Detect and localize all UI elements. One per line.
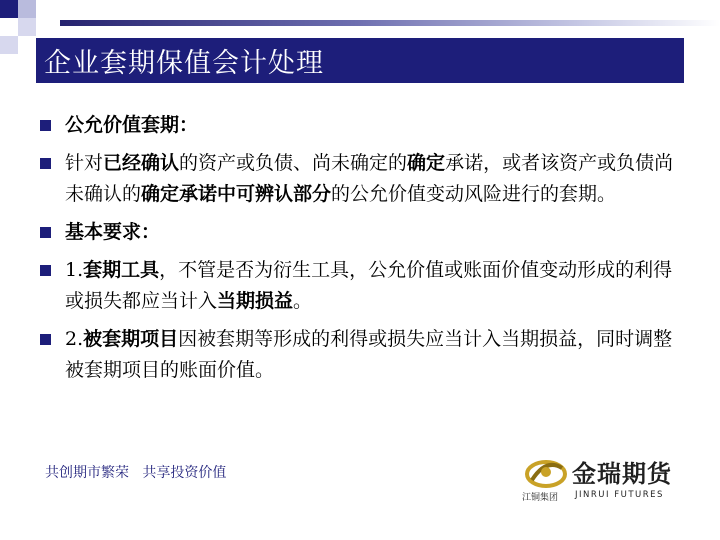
bullet-text-segment: 公允价值套期： <box>65 114 199 136</box>
list-item <box>40 110 680 141</box>
title-bar <box>36 38 684 83</box>
bullet-text-segment: 的资产或负债、尚未确定的 <box>179 152 408 174</box>
bullet-text <box>65 110 680 141</box>
bullet-text-segment: 针对 <box>65 152 104 174</box>
square-bullet-icon <box>40 227 51 238</box>
bullet-text-segment: 确定 <box>407 152 446 174</box>
bullet-text-segment: 被套期项目 <box>83 328 179 350</box>
bullet-text-segment: 的公允价值变动风险进行的套期。 <box>331 183 617 205</box>
bullet-text <box>65 255 680 317</box>
square-bullet-icon <box>40 120 51 131</box>
bullet-text <box>65 148 680 210</box>
bullet-text-segment: 套期工具 <box>83 259 160 281</box>
list-item <box>40 324 680 386</box>
bullet-text <box>65 217 680 248</box>
bullet-text-segment: 当期损益 <box>217 290 294 312</box>
square-bullet-icon <box>40 334 51 345</box>
list-item <box>40 148 680 210</box>
logo-name: 金瑞期货 <box>572 460 672 488</box>
footer-slogan: 共创期市繁荣 共享投资价值 <box>45 465 227 481</box>
logo-group-name: 江铜集团 <box>522 493 559 503</box>
bullet-text-segment: 因被套期等形成的利得或损失应当计入当期损益，同时调整被套期项目的账面价值。 <box>65 328 673 381</box>
square-bullet-icon <box>40 265 51 276</box>
jinrui-logo-icon <box>522 452 570 492</box>
list-item <box>40 217 680 248</box>
bullet-text-segment: 基本要求： <box>65 221 161 243</box>
bullet-text-segment: 。 <box>293 290 313 312</box>
header-gradient-line <box>60 20 720 26</box>
bullet-text-segment: 1. <box>65 259 84 281</box>
bullet-text <box>65 324 680 386</box>
bullet-text-segment: ，不管是否为衍生工具，公允价值或账面价值变动形成的利得或损失都应当计入 <box>65 259 673 312</box>
bullet-text-segment: 确定承诺中可辨认部分 <box>141 183 332 205</box>
slide-title: 企业套期保值会计处理 <box>44 48 324 79</box>
bullet-text-segment: 2. <box>65 328 84 350</box>
bullet-text-segment: 承诺，或者该资产或负债尚未确认的 <box>65 152 674 205</box>
list-item <box>40 255 680 317</box>
bullet-list <box>40 110 680 393</box>
company-logo <box>520 452 690 502</box>
bullet-text-segment: 已经确认 <box>103 152 180 174</box>
logo-english-name: JINRUI FUTURES <box>575 490 664 500</box>
square-bullet-icon <box>40 158 51 169</box>
